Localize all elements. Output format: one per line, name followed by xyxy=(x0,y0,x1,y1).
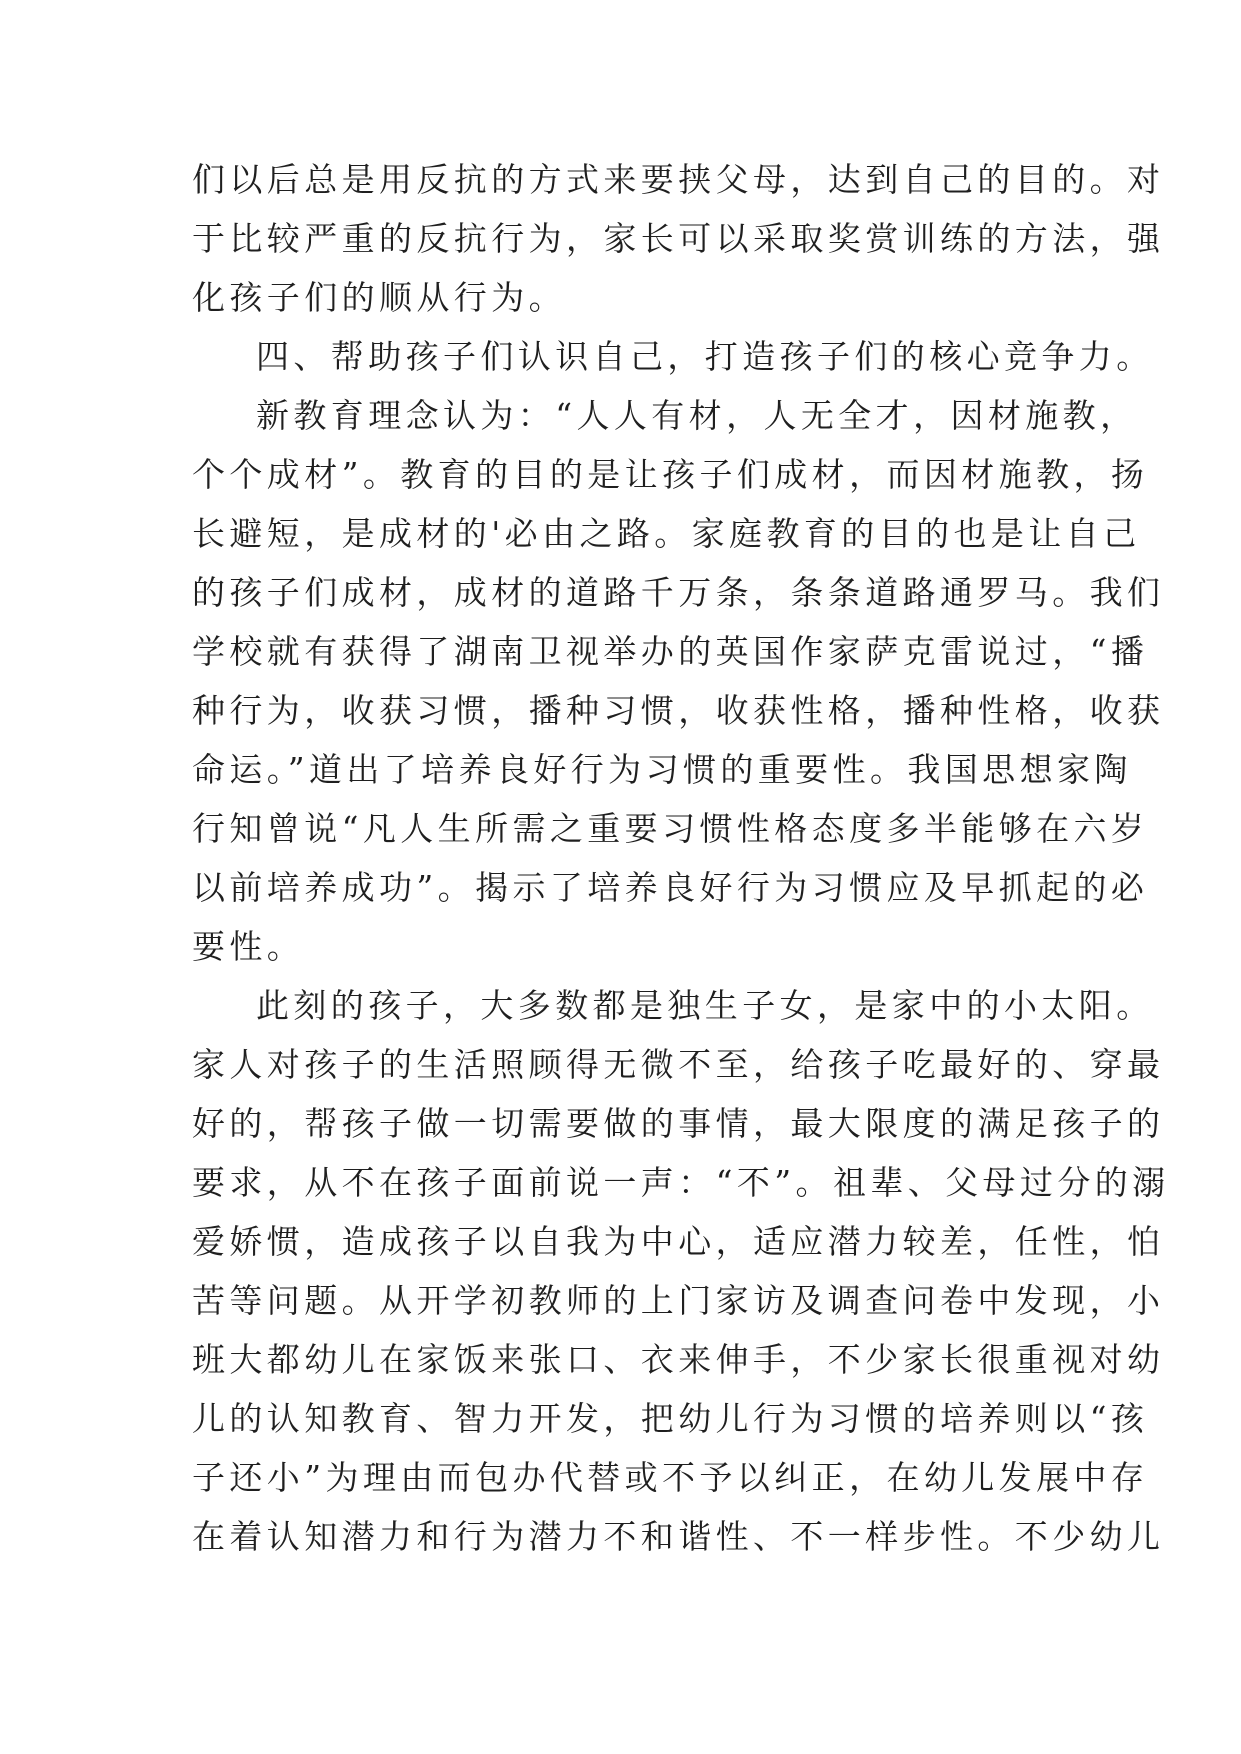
text-line: 在着认知潜力和行为潜力不和谐性、不一样步性。不少幼儿 xyxy=(192,1517,1165,1556)
text-line: 命运。”道出了培养良好行为习惯的重要性。我国思想家陶 xyxy=(192,750,1132,789)
text-line: 化孩子们的顺从行为。 xyxy=(192,278,566,317)
text-line: 于比较严重的反抗行为，家长可以采取奖赏训练的方法，强 xyxy=(192,219,1165,258)
section-heading: 四、帮助孩子们认识自己，打造孩子们的核心竞争力。 xyxy=(256,337,1154,376)
text-line: 好的，帮孩子做一切需要做的事情，最大限度的满足孩子的 xyxy=(192,1104,1165,1143)
text-line: 的孩子们成材，成材的道路千万条，条条道路通罗马。我们 xyxy=(192,573,1165,612)
text-line: 新教育理念认为：“人人有材，人无全才，因材施教， xyxy=(256,396,1138,435)
text-line: 要性。 xyxy=(192,927,305,966)
text-line: 们以后总是用反抗的方式来要挟父母，达到自己的目的。对 xyxy=(192,160,1165,199)
text-line: 要求，从不在孩子面前说一声：“不”。祖辈、父母过分的溺 xyxy=(192,1163,1170,1202)
text-line: 学校就有获得了湖南卫视举办的英国作家萨克雷说过，“播 xyxy=(192,632,1149,671)
text-line: 长避短，是成材的'必由之路。家庭教育的目的也是让自己 xyxy=(192,514,1141,553)
text-line: 以前培养成功”。揭示了培养良好行为习惯应及早抓起的必 xyxy=(192,868,1149,907)
text-line: 种行为，收获习惯，播种习惯，收获性格，播种性格，收获 xyxy=(192,691,1165,730)
text-line: 子还小”为理由而包办代替或不予以纠正，在幼儿发展中存 xyxy=(192,1458,1149,1497)
text-line: 苦等问题。从开学初教师的上门家访及调查问卷中发现，小 xyxy=(192,1281,1165,1320)
text-line: 个个成材”。教育的目的是让孩子们成材，而因材施教，扬 xyxy=(192,455,1149,494)
text-line: 行知曾说“凡人生所需之重要习惯性格态度多半能够在六岁 xyxy=(192,809,1149,848)
text-line: 家人对孩子的生活照顾得无微不至，给孩子吃最好的、穿最 xyxy=(192,1045,1165,1084)
text-line: 爱娇惯，造成孩子以自我为中心，适应潜力较差，任性，怕 xyxy=(192,1222,1165,1261)
text-line: 儿的认知教育、智力开发，把幼儿行为习惯的培养则以“孩 xyxy=(192,1399,1149,1438)
text-line: 此刻的孩子，大多数都是独生子女，是家中的小太阳。 xyxy=(256,986,1154,1025)
text-line: 班大都幼儿在家饭来张口、衣来伸手，不少家长很重视对幼 xyxy=(192,1340,1165,1379)
